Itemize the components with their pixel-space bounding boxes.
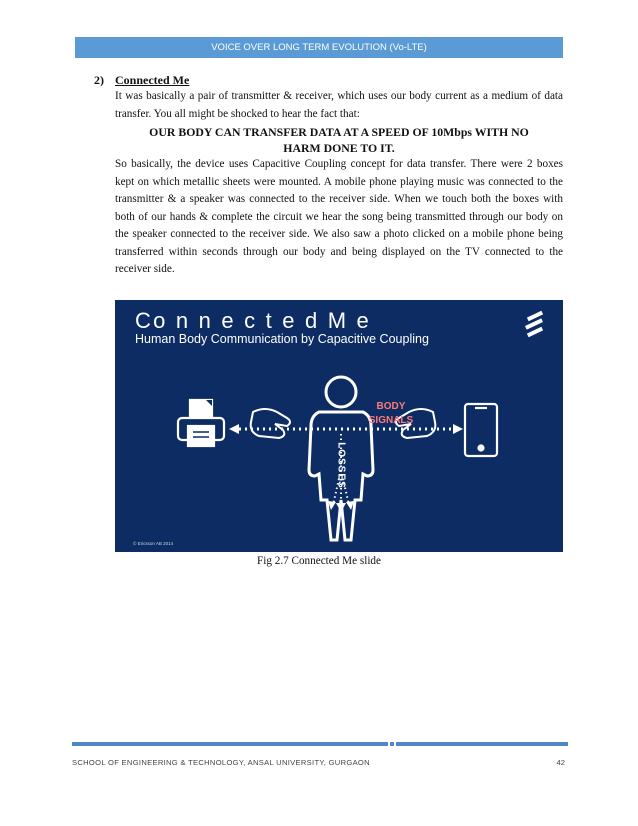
highlight-line-1: OUR BODY CAN TRANSFER DATA AT A SPEED OF 10Mbps WITH NO — [149, 125, 529, 139]
arrow-right-icon — [453, 424, 463, 434]
footer-institution: SCHOOL OF ENGINEERING & TECHNOLOGY, ANSAL UNIVERSITY, GURGAON — [72, 758, 370, 767]
phone-icon — [465, 404, 497, 456]
left-hand-icon — [251, 409, 290, 438]
footer-divider — [72, 742, 568, 746]
losses-label: LOSSES — [335, 442, 347, 489]
highlight-statement — [115, 124, 563, 156]
slide-copyright: © Ericsson AB 2014 — [133, 541, 174, 546]
printer-icon — [178, 400, 224, 446]
highlight-line-2: HARM DONE TO IT. — [283, 141, 395, 155]
figure-caption: Fig 2.7 Connected Me slide — [257, 555, 381, 567]
footer-divider-tick — [388, 742, 390, 746]
page-number: 42 — [556, 758, 565, 767]
body-signals-line-2: SIGNALS — [368, 415, 414, 426]
body-signals-line-1: BODY — [376, 401, 406, 412]
losses-arrowhead-1 — [336, 503, 346, 512]
connected-me-slide — [115, 300, 563, 552]
page-header — [75, 37, 563, 58]
body-signals-label — [355, 400, 427, 428]
slide-title: Co n n e c t e d M e — [135, 308, 371, 333]
arrow-left-icon — [229, 424, 239, 434]
section-title: Connected Me — [115, 73, 190, 87]
slide-subtitle: Human Body Communication by Capacitive Coupling — [135, 332, 429, 346]
header-title: VOICE OVER LONG TERM EVOLUTION (Vo-LTE) — [211, 42, 427, 53]
paragraph-details: So basically, the device uses Capacitive Coupling concept for data transfer. There were 2 boxes kept on which metallic sheets were mounted. A mobile phone playing music was connected to the transmitter & a speaker was connected to the receiver side. When we touch both the boxes with both of our hands & complete the circuit we hear the song being transmitted through our body on the speaker connected to the receiver side. We also saw a photo clicked on a mobile phone being transferred within seconds through our body and being displayed on the TV connected to the receiver side. — [115, 158, 563, 275]
section-number: 2) — [94, 73, 104, 87]
paragraph-intro: It was basically a pair of transmitter & receiver, which uses our body current as a medium of data transfer. You all might be shocked to hear the fact that: — [115, 90, 563, 120]
footer-divider-tick — [394, 742, 396, 746]
ericsson-logo — [525, 311, 543, 337]
